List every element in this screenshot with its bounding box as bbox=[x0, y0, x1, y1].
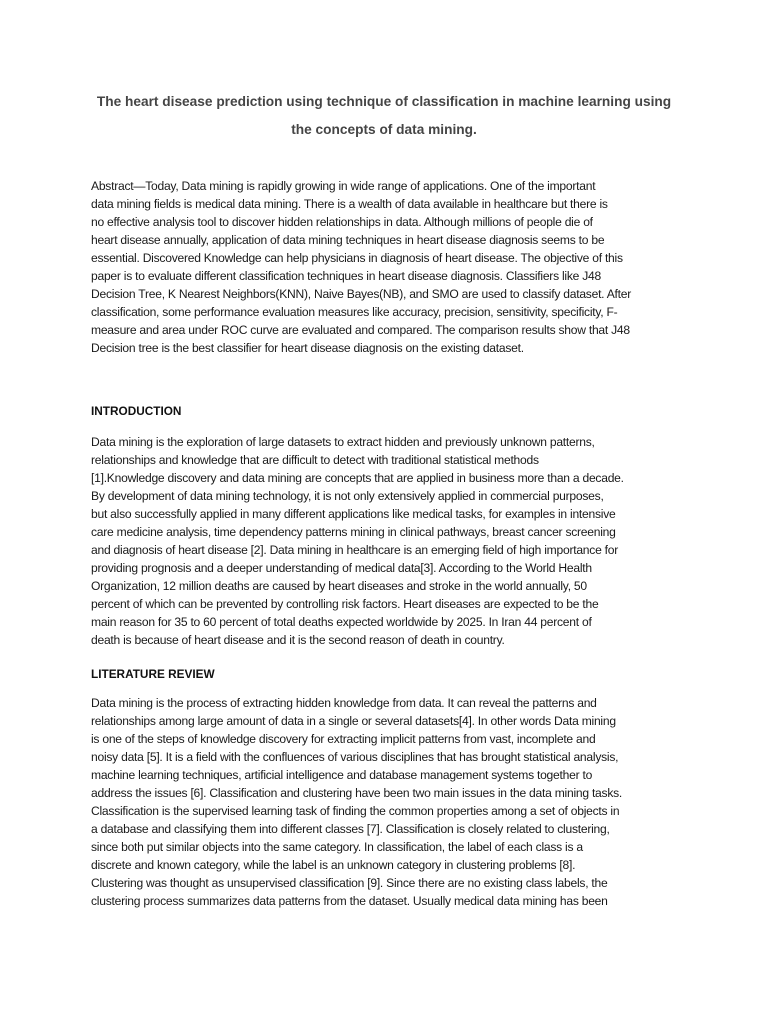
paper-title-line: the concepts of data mining. bbox=[291, 122, 477, 137]
literature-review-line: clustering process summarizes data patterns from the dataset. Usually medical data mining has been bbox=[91, 894, 608, 908]
abstract-line: Abstract—Today, Data mining is rapidly growing in wide range of applications. One of the important bbox=[91, 179, 596, 193]
abstract-line: paper is to evaluate different classification techniques in heart disease diagnosis. Classifiers like J48 bbox=[91, 269, 601, 283]
introduction-line: percent of which can be prevented by controlling risk factors. Heart diseases are expected to be the bbox=[91, 597, 599, 611]
abstract-line: heart disease annually, application of data mining techniques in heart disease diagnosis seems to be bbox=[91, 233, 605, 247]
introduction-line: providing prognosis and a deeper understanding of medical data[3]. According to the World Health bbox=[91, 561, 592, 575]
literature-review-line: Data mining is the process of extracting hidden knowledge from data. It can reveal the patterns and bbox=[91, 696, 597, 710]
literature-review-line: noisy data [5]. It is a field with the confluences of various disciplines that has brought statistical analysis, bbox=[91, 750, 619, 764]
section-heading-introduction: INTRODUCTION bbox=[91, 404, 182, 418]
introduction-line: and diagnosis of heart disease [2]. Data mining in healthcare is an emerging field of high importance for bbox=[91, 543, 619, 557]
introduction-line: [1].Knowledge discovery and data mining are concepts that are applied in business more than a decade. bbox=[91, 471, 624, 485]
abstract-line: Decision tree is the best classifier for heart disease diagnosis on the existing dataset. bbox=[91, 341, 524, 355]
introduction-line: Organization, 12 million deaths are caused by heart diseases and stroke in the world annually, 50 bbox=[91, 579, 587, 593]
literature-review-line: is one of the steps of knowledge discovery for extracting implicit patterns from vast, incomplete and bbox=[91, 732, 596, 746]
introduction-line: Data mining is the exploration of large datasets to extract hidden and previously unknown patterns, bbox=[91, 435, 595, 449]
abstract-line: Decision Tree, K Nearest Neighbors(KNN), Naive Bayes(NB), and SMO are used to classify dataset. After bbox=[91, 287, 632, 301]
literature-review-line: Clustering was thought as unsupervised classification [9]. Since there are no existing class labels, the bbox=[91, 876, 608, 890]
section-heading-literature-review: LITERATURE REVIEW bbox=[91, 667, 215, 681]
literature-review-line: address the issues [6]. Classification and clustering have been two main issues in the data mining tasks. bbox=[91, 786, 623, 800]
abstract-line: data mining fields is medical data mining. There is a wealth of data available in healthcare but there is bbox=[91, 197, 608, 211]
paper-title-line: The heart disease prediction using technique of classification in machine learning using bbox=[96, 94, 672, 109]
introduction-line: death is because of heart disease and it is the second reason of death in country. bbox=[91, 633, 505, 647]
introduction-line: but also successfully applied in many different applications like medical tasks, for examples in intensive bbox=[91, 507, 616, 521]
abstract-line: no effective analysis tool to discover hidden relationships in data. Although millions of people die of bbox=[91, 215, 593, 229]
introduction-line: care medicine analysis, time dependency patterns mining in clinical pathways, breast cancer screening bbox=[91, 525, 616, 539]
introduction-line: By development of data mining technology, it is not only extensively applied in commercial purposes, bbox=[91, 489, 604, 503]
literature-review-line: discrete and known category, while the label is an unknown category in clustering problems [8]. bbox=[91, 858, 576, 872]
abstract-line: classification, some performance evaluation measures like accuracy, precision, sensitivity, specificity, F- bbox=[91, 305, 618, 319]
introduction-line: relationships and knowledge that are difficult to detect with traditional statistical methods bbox=[91, 453, 539, 467]
literature-review-line: Classification is the supervised learning task of finding the common properties among a set of objects in bbox=[91, 804, 620, 818]
introduction-line: main reason for 35 to 60 percent of total deaths expected worldwide by 2025. In Iran 44 percent of bbox=[91, 615, 592, 629]
literature-review-line: relationships among large amount of data in a single or several datasets[4]. In other words Data mining bbox=[91, 714, 616, 728]
literature-review-line: a database and classifying them into different classes [7]. Classification is closely related to clustering, bbox=[91, 822, 610, 836]
abstract-line: essential. Discovered Knowledge can help physicians in diagnosis of heart disease. The objective of this bbox=[91, 251, 623, 265]
literature-review-line: machine learning techniques, artificial intelligence and database management systems together to bbox=[91, 768, 593, 782]
abstract-line: measure and area under ROC curve are evaluated and compared. The comparison results show that J48 bbox=[91, 323, 630, 337]
literature-review-line: since both put similar objects into the same category. In classification, the label of each class is a bbox=[91, 840, 583, 854]
paper-title bbox=[70, 88, 698, 144]
